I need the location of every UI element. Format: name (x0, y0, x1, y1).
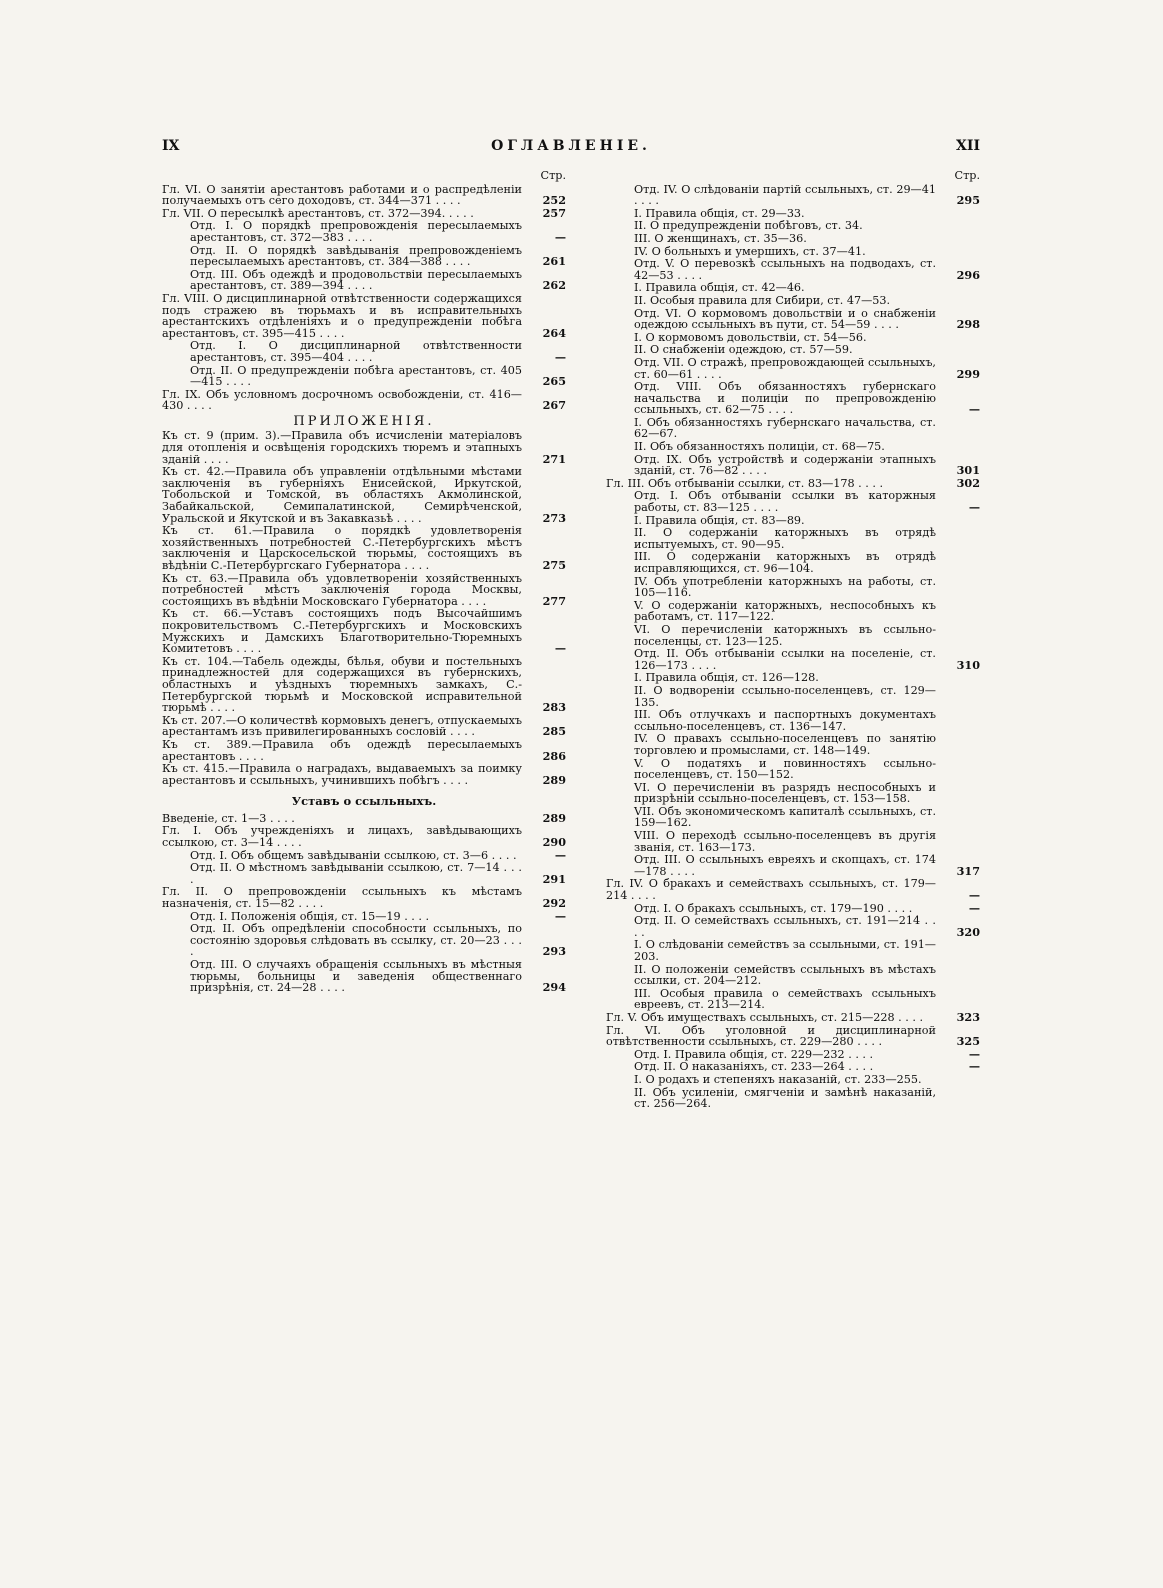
toc-entry-page: — (968, 1059, 980, 1074)
toc-entry-page: — (554, 641, 566, 656)
toc-entry-title: Къ ст. 42.—Правила объ управленіи отдѣльными мѣстами заключенія въ губерніяхъ Енисейской, Иркутской, Тобольской и Томской, въ областяхъ Акмолинской, Забайкальской, Семипалатинской, Семирѣченской, Уральской и Якутской и въ Закавказьѣ . . . . (162, 465, 522, 525)
toc-entry-page: 293 (542, 944, 566, 959)
toc-entry-title: IV. О правахъ ссыльно-поселенцевъ по занятію торговлею и промыслами, ст. 148—149. (634, 732, 936, 757)
toc-entry (162, 525, 566, 571)
statute-heading: Уставъ о ссыльныхъ. (291, 794, 437, 809)
toc-entry (606, 939, 980, 962)
toc-entry-page: 271 (542, 451, 566, 466)
toc-entry (162, 810, 566, 825)
toc-entry (606, 475, 980, 490)
toc-entry-title: Отд. II. Объ отбываніи ссылки на поселеніе, ст. 126—173 . . . . (634, 647, 936, 672)
toc-entry-title: Гл. VII. О пересылкѣ арестантовъ, ст. 372—394. . . . . (162, 206, 474, 220)
toc-entry-title: Къ ст. 415.—Правила о наградахъ, выдаваемыхъ за поимку арестантовъ и ссыльныхъ, учинившихъ побѣгъ . . . . (162, 762, 522, 787)
toc-entry (606, 1009, 980, 1024)
toc-entry (606, 441, 980, 453)
toc-entry-title: I. Правила общія, ст. 126—128. (634, 671, 819, 685)
toc-entry-title: Отд. I. О порядкѣ препровожденія пересылаемыхъ арестантовъ, ст. 372—383 . . . . (190, 219, 522, 244)
toc-entry-title: Гл. II. О препровожденіи ссыльныхъ къ мѣстамъ назначенія, ст. 15—82 . . . . (162, 885, 522, 911)
toc-entry (606, 357, 980, 380)
page-number-right: XII (956, 138, 980, 154)
toc-entry-page: 290 (542, 835, 566, 850)
toc-left-column (162, 170, 566, 995)
toc-entry (606, 515, 980, 527)
toc-entry-title: Отд. III. Объ одеждѣ и продовольствіи пересылаемыхъ арестантовъ, ст. 389—394 . . . . (190, 267, 522, 293)
toc-entry-title: V. О содержаніи каторжныхъ, неспособныхъ къ работамъ, ст. 117—122. (634, 598, 936, 624)
toc-entry-page: — (554, 847, 566, 862)
toc-entry-title: Гл. IV. О бракахъ и семействахъ ссыльныхъ, ст. 179—214 . . . . (606, 877, 936, 903)
toc-entry (162, 220, 566, 243)
toc-entry-page: — (968, 888, 980, 903)
toc-entry-title: Отд. II. Объ опредѣленіи способности ссыльныхъ, по состоянію здоровья слѣдовать въ ссылку, ст. 20—23 . . . . (190, 922, 522, 959)
toc-entry-page: — (968, 402, 980, 417)
toc-entry (606, 332, 980, 344)
toc-entry-page: 283 (542, 700, 566, 715)
toc-entry-page: 273 (542, 510, 566, 525)
toc-entry-title: VII. Объ экономическомъ капиталѣ ссыльныхъ, ст. 159—162. (634, 804, 936, 830)
toc-entry (606, 233, 980, 245)
toc-entry-title: Къ ст. 207.—О количествѣ кормовыхъ денегъ, отпускаемыхъ арестантамъ изъ привилегированныхъ сословій . . . . (162, 713, 522, 739)
toc-entry-title: Отд. II. О мѣстномъ завѣдываніи ссылкою, ст. 7—14 . . . . (190, 861, 522, 886)
toc-entry (606, 900, 980, 915)
toc-entry-title: Гл. VI. Объ уголовной и дисциплинарной отвѣтственности ссыльныхъ, ст. 229—280 . . . . (606, 1023, 936, 1049)
toc-entry-title: Гл. I. Объ учрежденіяхъ и лицахъ, завѣдывающихъ ссылкою, ст. 3—14 . . . . (162, 824, 522, 850)
toc-entry-title: Отд. V. О перевозкѣ ссыльныхъ на подводахъ, ст. 42—53 . . . . (634, 257, 936, 282)
toc-entry (162, 430, 566, 465)
toc-entry (606, 624, 980, 647)
toc-entry-title: Отд. II. О семействахъ ссыльныхъ, ст. 191—214 . . . . (634, 914, 936, 939)
toc-entry (162, 656, 566, 714)
toc-entry-page: — (968, 500, 980, 515)
page-column-label: Стр. (954, 169, 980, 182)
toc-entry (606, 685, 980, 708)
toc-entry-title: Отд. II. О предупрежденіи побѣга арестантовъ, ст. 405—415 . . . . (190, 363, 522, 389)
toc-right-column (606, 170, 980, 1111)
toc-entry (606, 1074, 980, 1086)
toc-entry (162, 763, 566, 786)
toc-entry (162, 340, 566, 363)
toc-entry-page: 298 (956, 317, 980, 332)
toc-entry-page: 296 (956, 267, 980, 282)
toc-entry-title: Отд. VI. О кормовомъ довольствіи и о снабженіи одеждою ссыльныхъ въ пути, ст. 54—59 . . . . (634, 306, 936, 332)
toc-entry (606, 782, 980, 805)
toc-entry-title: Отд. III. О ссыльныхъ евреяхъ и скопцахъ, ст. 174—178 . . . . (634, 853, 936, 878)
toc-entry-page: 291 (542, 871, 566, 886)
toc-entry-title: III. О содержаніи каторжныхъ въ отрядѣ исправляющихся, ст. 96—104. (634, 550, 936, 575)
toc-entry-page: 264 (542, 325, 566, 340)
toc-entry-page: 292 (542, 896, 566, 911)
toc-entry-title: I. О родахъ и степеняхъ наказаній, ст. 233—255. (634, 1072, 922, 1086)
toc-entry (606, 258, 980, 281)
page-column-label: Стр. (540, 169, 566, 182)
toc-entry-title: II. Особыя правила для Сибири, ст. 47—53. (634, 293, 891, 307)
toc-entry-page: 289 (542, 772, 566, 787)
toc-entry-title: Отд. I. Правила общія, ст. 229—232 . . . . (634, 1047, 874, 1061)
toc-entry-page: — (554, 349, 566, 364)
toc-entry-title: I. Правила общія, ст. 29—33. (634, 206, 805, 220)
toc-entry-page: 301 (956, 463, 980, 478)
statute-entries (162, 810, 566, 995)
toc-entry (606, 709, 980, 732)
toc-entry (162, 466, 566, 524)
toc-entry-page: 294 (542, 980, 566, 995)
toc-entry-page: 295 (956, 193, 980, 208)
toc-entry-title: III. Особыя правила о семействахъ ссыльныхъ евреевъ, ст. 213—214. (634, 986, 936, 1012)
toc-entry (606, 282, 980, 294)
toc-entry (606, 527, 980, 550)
toc-entry-title: Отд. VII. О стражѣ, препровождающей ссыльныхъ, ст. 60—61 . . . . (634, 355, 936, 381)
toc-entry (606, 344, 980, 356)
toc-right-entries (606, 184, 980, 1110)
page-number-left: IX (162, 138, 180, 154)
toc-entry (162, 886, 566, 909)
toc-entry (606, 964, 980, 987)
toc-entry (606, 806, 980, 829)
toc-entry (162, 923, 566, 958)
toc-entry-title: Отд. II. О наказаніяхъ, ст. 233—264 . . . . (634, 1060, 874, 1074)
toc-entry (606, 184, 980, 207)
toc-entry (162, 205, 566, 220)
toc-entry (162, 245, 566, 268)
toc-entry-page: 325 (956, 1034, 980, 1049)
toc-entry-page: 261 (542, 254, 566, 269)
toc-entry (606, 417, 980, 440)
toc-entry-title: III. Объ отлучкахъ и паспортныхъ документахъ ссыльно-поселенцевъ, ст. 136—147. (634, 708, 936, 733)
toc-entry (606, 1087, 980, 1110)
toc-entry (606, 854, 980, 877)
toc-entry-title: Отд. I. Объ отбываніи ссылки въ каторжныя работы, ст. 83—125 . . . . (634, 489, 936, 515)
toc-entry-title: II. Объ обязанностяхъ полиціи, ст. 68—75. (634, 440, 885, 454)
toc-entry-title: Введеніе, ст. 1—3 . . . . (162, 811, 295, 825)
toc-entry (606, 208, 980, 220)
toc-entry (606, 1061, 980, 1073)
toc-entry-page: 310 (956, 657, 980, 672)
toc-entry (606, 490, 980, 513)
toc-entry (606, 600, 980, 623)
toc-entry-title: Гл. VI. О занятіи арестантовъ работами и о распредѣленіи получаемыхъ отъ сего доходовъ, ст. 344—371 . . . . (162, 182, 522, 208)
toc-entry (162, 739, 566, 762)
toc-entry-title: Отд. III. О случаяхъ обращенія ссыльныхъ въ мѣстныя тюрьмы, больницы и заведенія общественнаго призрѣнія, ст. 24—28 . . . . (190, 958, 522, 995)
toc-entry (162, 365, 566, 388)
toc-entry (606, 576, 980, 599)
toc-entry-title: IV. Объ употребленіи каторжныхъ на работы, ст. 105—116. (634, 574, 936, 600)
toc-entry-title: I. Правила общія, ст. 83—89. (634, 513, 805, 527)
toc-entry-page: 262 (542, 278, 566, 293)
toc-entry (162, 573, 566, 608)
toc-entry-title: II. О положеніи семействъ ссыльныхъ въ мѣстахъ ссылки, ст. 204—212. (634, 962, 936, 988)
toc-entry-title: I. Объ обязанностяхъ губернскаго начальства, ст. 62—67. (634, 415, 936, 441)
toc-entry (606, 733, 980, 756)
toc-entry-title: II. О предупрежденіи побѣговъ, ст. 34. (634, 219, 863, 233)
toc-entry-title: Гл. IX. Объ условномъ досрочномъ освобожденіи, ст. 416—430 . . . . (162, 387, 522, 413)
toc-entry-page: 299 (956, 366, 980, 381)
toc-entry (162, 847, 566, 862)
toc-entry-title: VI. О перечисленіи въ разрядъ неспособныхъ и призрѣніи ссыльно-поселенцевъ, ст. 153—158. (634, 780, 936, 806)
toc-entry-title: Гл. VIII. О дисциплинарной отвѣтственности содержащихся подъ стражею въ тюрьмахъ и въ исправительныхъ арестантскихъ отдѣленіяхъ и о предупрежденіи побѣга арестантовъ, ст. 395—415 . . . . (162, 291, 522, 340)
toc-entry-page: 302 (956, 475, 980, 490)
toc-entry-title: VI. О перечисленіи каторжныхъ въ ссыльно-поселенцы, ст. 123—125. (634, 622, 936, 648)
toc-entry-title: Отд. I. О дисциплинарной отвѣтственности арестантовъ, ст. 395—404 . . . . (190, 339, 522, 364)
toc-entry (162, 269, 566, 292)
toc-entry-page: 277 (542, 593, 566, 608)
toc-entry-page: 275 (542, 558, 566, 572)
toc-entry (162, 293, 566, 339)
toc-entry-title: V. О податяхъ и повинностяхъ ссыльно-поселенцевъ, ст. 150—152. (634, 756, 936, 782)
toc-entry (162, 825, 566, 848)
toc-entry-page: 286 (542, 748, 566, 763)
toc-entry (606, 988, 980, 1011)
toc-entry (162, 862, 566, 885)
page-header (162, 138, 980, 160)
toc-entry-page: — (968, 1046, 980, 1061)
toc-entry-title: Отд. II. О порядкѣ завѣдыванія препровожденіемъ пересылаемыхъ арестантовъ, ст. 384—388 . . . . (190, 243, 522, 269)
toc-entry-title: Отд. IV. О слѣдованіи партій ссыльныхъ, ст. 29—41 . . . . (634, 182, 936, 208)
toc-entry-page: 289 (542, 810, 566, 825)
toc-entry (606, 1025, 980, 1048)
toc-entry (162, 608, 566, 654)
toc-entry-title: VIII. О переходѣ ссыльно-поселенцевъ въ другія званія, ст. 163—173. (634, 829, 936, 854)
toc-entry-page: 267 (542, 398, 566, 413)
appendix-entries (162, 430, 566, 786)
toc-entry-title: Гл. III. Объ отбываніи ссылки, ст. 83—178 . . . . (606, 476, 884, 490)
toc-entry-page: 317 (956, 863, 980, 878)
toc-entry (606, 672, 980, 684)
toc-entry (606, 454, 980, 477)
toc-entry (606, 830, 980, 853)
toc-entry-title: Отд. VIII. Объ обязанностяхъ губернскаго начальства и полиціи по препровожденію ссыльныхъ, ст. 62—75 . . . . (634, 380, 936, 417)
toc-entry-page: 323 (956, 1009, 980, 1024)
toc-entry (606, 758, 980, 781)
toc-entry-title: Къ ст. 63.—Правила объ удовлетвореніи хозяйственныхъ потребностей мѣстъ заключенія города Москвы, состоящихъ въ вѣдѣніи Московскаго Губернатора . . . . (162, 571, 522, 608)
toc-entry (162, 389, 566, 412)
toc-entry-title: Къ ст. 389.—Правила объ одеждѣ пересылаемыхъ арестантовъ . . . . (162, 737, 522, 763)
toc-entry-title: II. Объ усиленіи, смягченіи и замѣнѣ наказаній, ст. 256—264. (634, 1085, 936, 1111)
toc-entry-title: Гл. V. Объ имуществахъ ссыльныхъ, ст. 215—228 . . . . (606, 1010, 924, 1024)
toc-entry (606, 878, 980, 901)
toc-entry-title: Отд. I. Объ общемъ завѣдываніи ссылкою, ст. 3—6 . . . . (190, 848, 517, 862)
toc-entry-title: Отд. I. Положенія общія, ст. 15—19 . . . . (190, 909, 430, 923)
appendix-heading: ПРИЛОЖЕНІЯ. (293, 413, 435, 429)
toc-entry-title: II. О водвореніи ссыльно-поселенцевъ, ст. 129—135. (634, 683, 936, 709)
toc-entry-title: Къ ст. 9 (прим. 3).—Правила объ исчисленіи матеріаловъ для отопленія и освѣщенія городскихъ тюремъ и этапныхъ зданій . . . . (162, 429, 522, 466)
toc-entry-page: — (968, 900, 980, 915)
toc-entry-title: III. О женщинахъ, ст. 35—36. (634, 231, 807, 245)
toc-entry (606, 220, 980, 232)
toc-entry (162, 184, 566, 207)
toc-entry-title: II. О снабженіи одеждою, ст. 57—59. (634, 343, 853, 357)
toc-entry-page: 257 (542, 205, 566, 220)
toc-entry (606, 648, 980, 671)
toc-entry (606, 308, 980, 331)
toc-entry-page: — (554, 229, 566, 244)
toc-entry-title: IV. О больныхъ и умершихъ, ст. 37—41. (634, 244, 866, 258)
toc-entry-title: Къ ст. 61.—Правила о порядкѣ удовлетворенія хозяйственныхъ потребностей С.-Петербургскихъ мѣстъ заключенія и Царскосельской тюрьмы, состоящихъ въ вѣдѣніи С.-Петербургскаго Губернатора . . . . (162, 524, 522, 572)
toc-entry (606, 295, 980, 307)
toc-entry (162, 959, 566, 994)
toc-entry-page: 285 (542, 724, 566, 739)
toc-entry (606, 915, 980, 938)
toc-entry (606, 551, 980, 574)
toc-entry-title: Къ ст. 66.—Уставъ состоящихъ подъ Высочайшимъ покровительствомъ С.-Петербургскихъ и Московскихъ Мужскихъ и Дамскихъ Благотворительно-Тюремныхъ Комитетовъ . . . . (162, 607, 522, 656)
toc-entry (606, 246, 980, 258)
toc-entry-page: 252 (542, 193, 566, 208)
toc-entry-title: Отд. I. О бракахъ ссыльныхъ, ст. 179—190 . . . . (634, 901, 913, 915)
toc-entry-title: Къ ст. 104.—Табель одежды, бѣлья, обуви и постельныхъ принадлежностей для содержащихся въ губернскихъ, областныхъ и уѣздныхъ тюремныхъ замкахъ, С.-Петербургской тюрьмѣ и Московской исправительной тюрьмѣ . . . . (162, 654, 522, 715)
toc-left-entries (162, 184, 566, 412)
toc-entry (162, 715, 566, 738)
toc-entry (606, 1046, 980, 1061)
toc-entry (606, 381, 980, 416)
page-title: ОГЛАВЛЕНІЕ. (491, 138, 651, 154)
toc-entry-title: I. О кормовомъ довольствіи, ст. 54—56. (634, 330, 867, 344)
toc-entry-page: 265 (542, 374, 566, 389)
toc-entry-title: II. О содержаніи каторжныхъ въ отрядѣ испытуемыхъ, ст. 90—95. (634, 526, 936, 551)
toc-entry-page: — (554, 908, 566, 923)
toc-entry-page: 320 (956, 924, 980, 939)
toc-entry-title: I. О слѣдованіи семействъ за ссыльными, ст. 191—203. (634, 938, 936, 963)
toc-entry-title: Отд. IX. Объ устройствѣ и содержаніи этапныхъ зданій, ст. 76—82 . . . . (634, 452, 936, 478)
toc-entry-title: I. Правила общія, ст. 42—46. (634, 281, 805, 295)
toc-entry (162, 908, 566, 923)
